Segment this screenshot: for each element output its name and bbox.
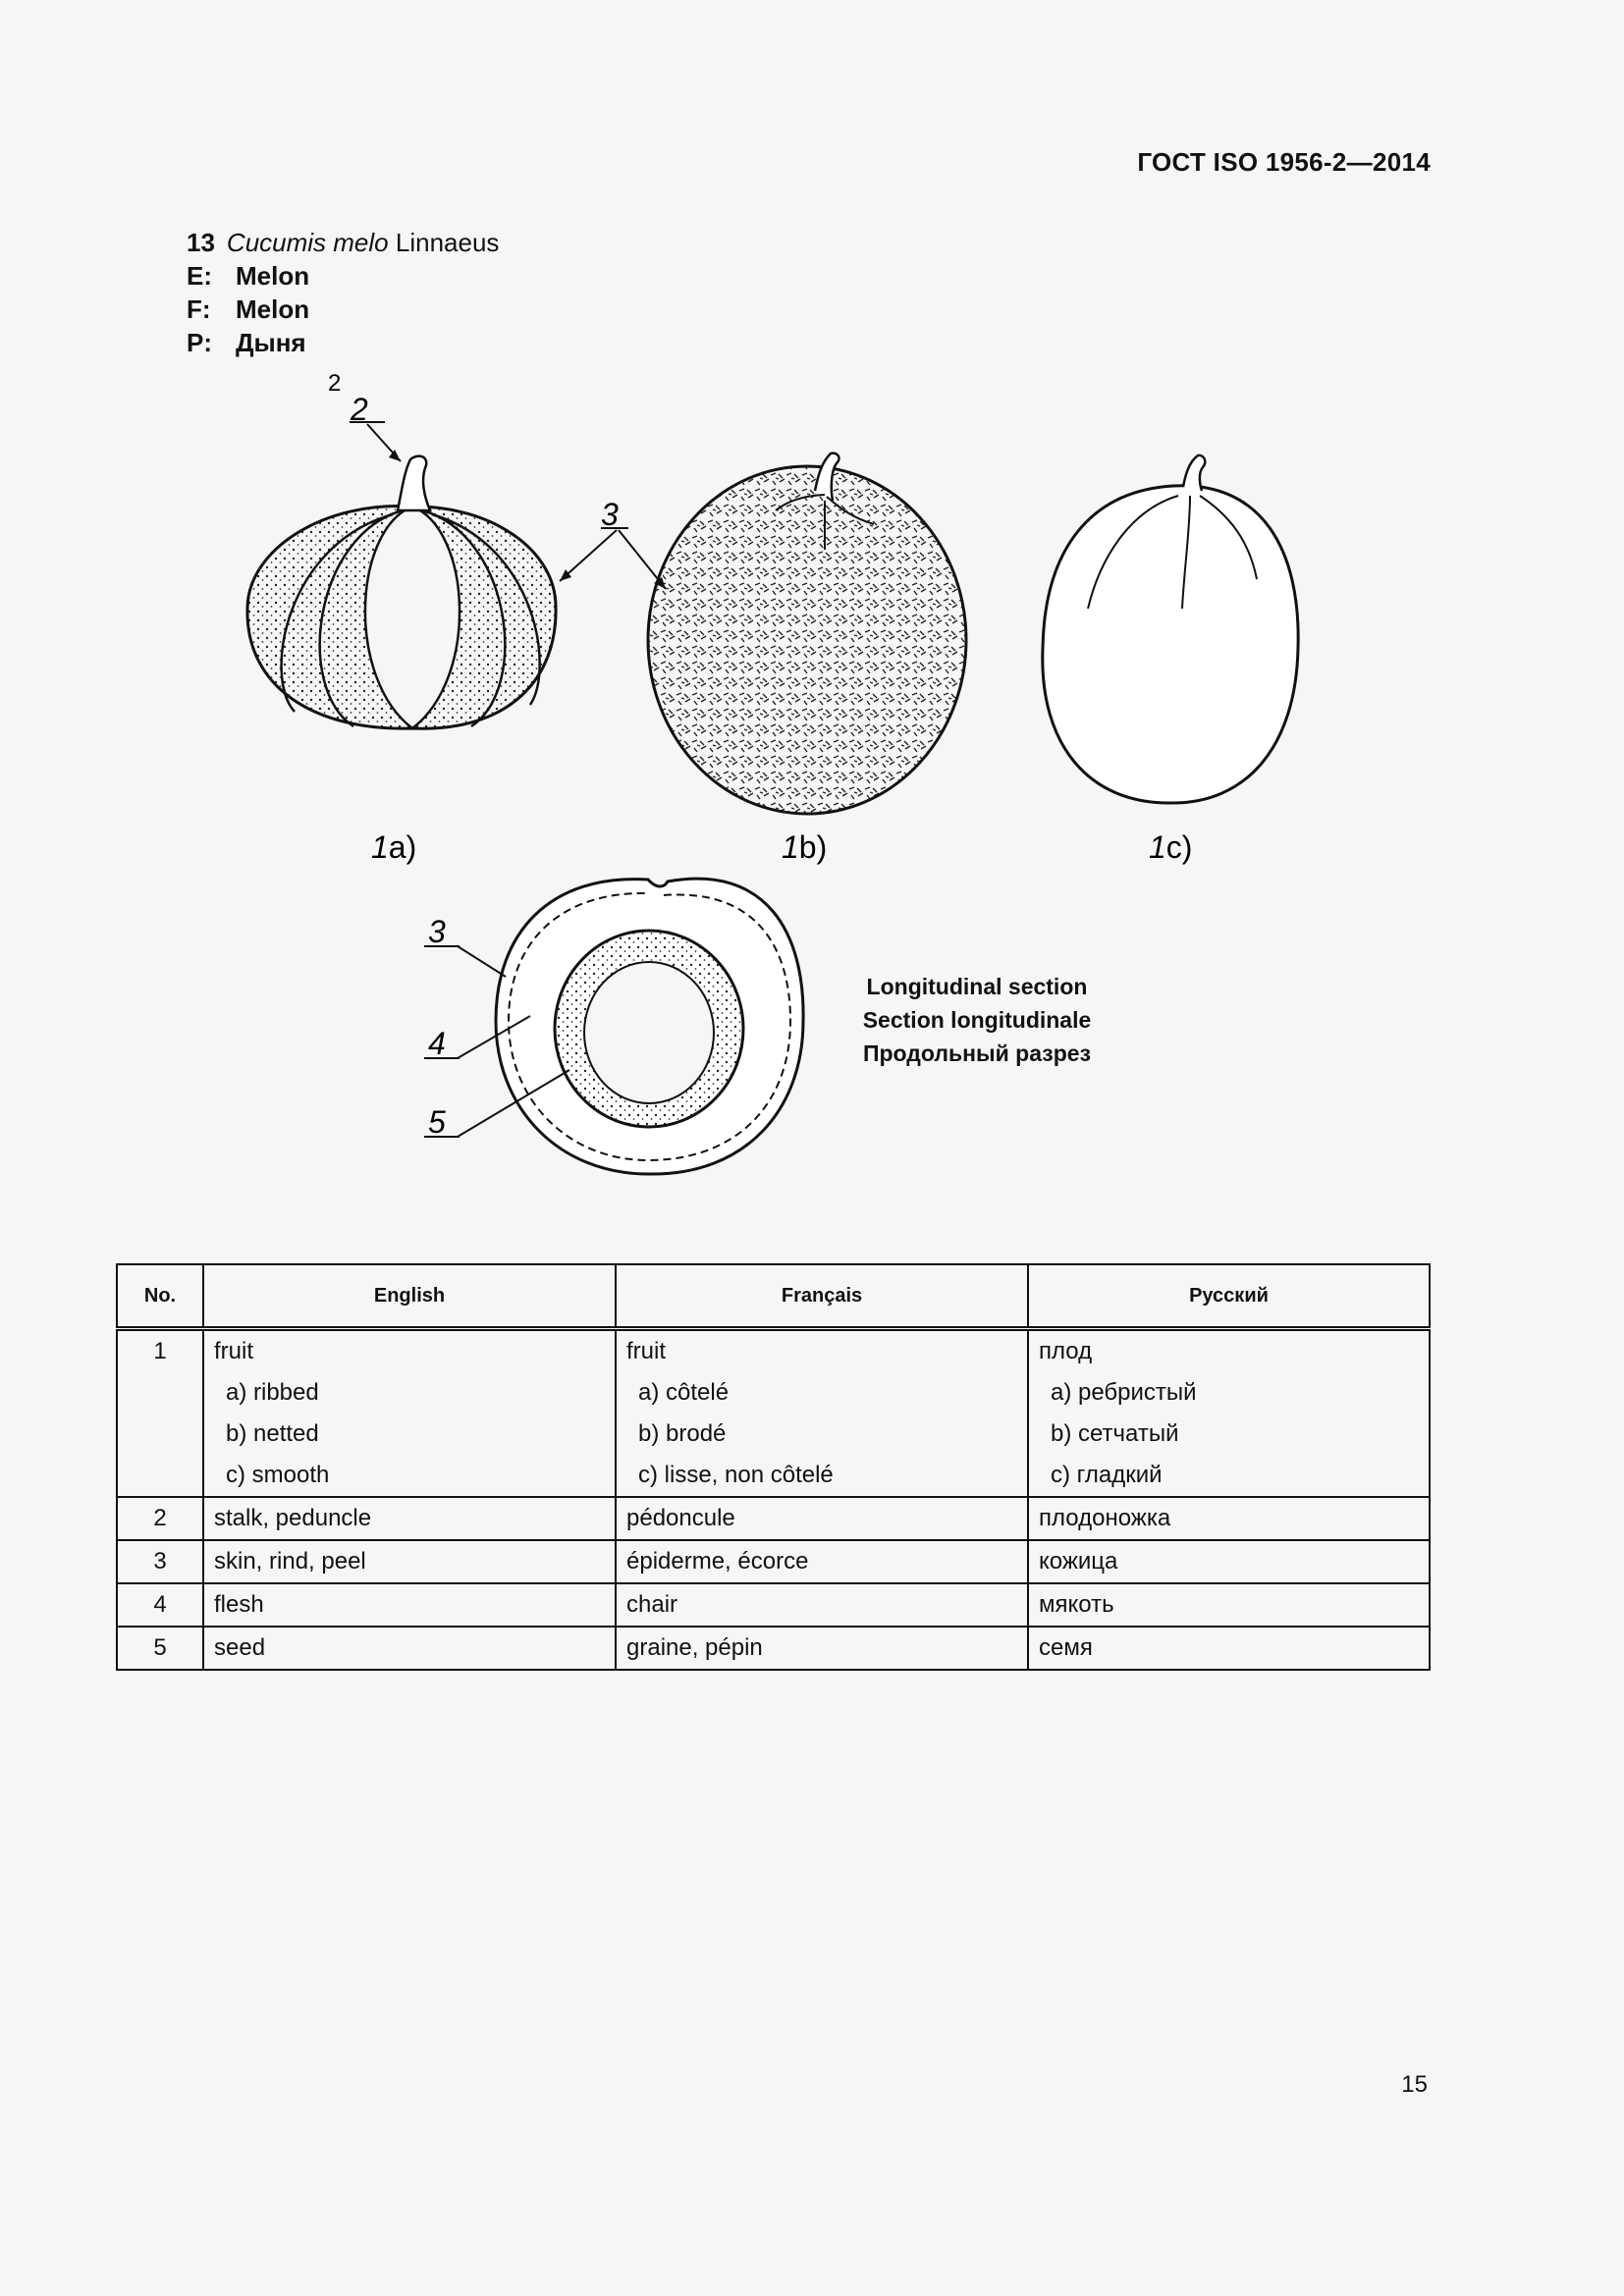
species-author: Linnaeus [395, 228, 500, 257]
table-row: 1 fruit a) ribbed b) netted c) smooth fruit a) côtelé b) brodé c) lisse, non côtelé плод a) ребристый b) сетчатый c) гладкий [117, 1329, 1430, 1498]
standard-header: ГОСТ ISO 1956-2—2014 [1137, 147, 1431, 177]
skin-label: 3 [601, 497, 619, 532]
netted-melon-drawing [648, 454, 966, 814]
col-french: Français [616, 1264, 1028, 1329]
col-russian: Русский [1028, 1264, 1430, 1329]
stalk-label-small: 2 [328, 370, 342, 397]
section-seed-label: 5 [428, 1104, 446, 1140]
table-row: 5 seed graine, pépin семя [117, 1627, 1430, 1670]
ribbed-melon-drawing [247, 456, 556, 729]
fig-1b-caption: 1b) [782, 829, 828, 865]
section-flesh-label: 4 [428, 1026, 446, 1061]
section-skin-label: 3 [428, 914, 446, 949]
table-header-row [117, 1264, 1430, 1329]
stalk-label: 2 [351, 392, 368, 427]
fig-1a-caption: 1a) [371, 829, 417, 865]
table-row: 2 stalk, peduncle pédoncule плодоножка [117, 1497, 1430, 1540]
species-latin-name: Cucumis melo [226, 228, 389, 257]
terms-table [116, 1263, 1431, 1671]
fig-1c-caption: 1c) [1149, 829, 1193, 865]
col-english: English [203, 1264, 616, 1329]
col-no: No. [117, 1264, 203, 1329]
section-drawing [496, 879, 803, 1174]
smooth-melon-drawing [1043, 455, 1298, 803]
table-row: 3 skin, rind, peel épiderme, écorce кожица [117, 1540, 1430, 1583]
species-number: 13 [187, 228, 215, 257]
name-english: E: Melon [187, 261, 310, 291]
name-russian: P: Дыня [187, 328, 306, 357]
table-row: 4 flesh chair мякоть [117, 1583, 1430, 1627]
page-number: 15 [1401, 2071, 1428, 2098]
section-title: Longitudinal section Section longitudinale Продольный разрез [862, 974, 1092, 1066]
name-french: F: Melon [187, 294, 310, 324]
